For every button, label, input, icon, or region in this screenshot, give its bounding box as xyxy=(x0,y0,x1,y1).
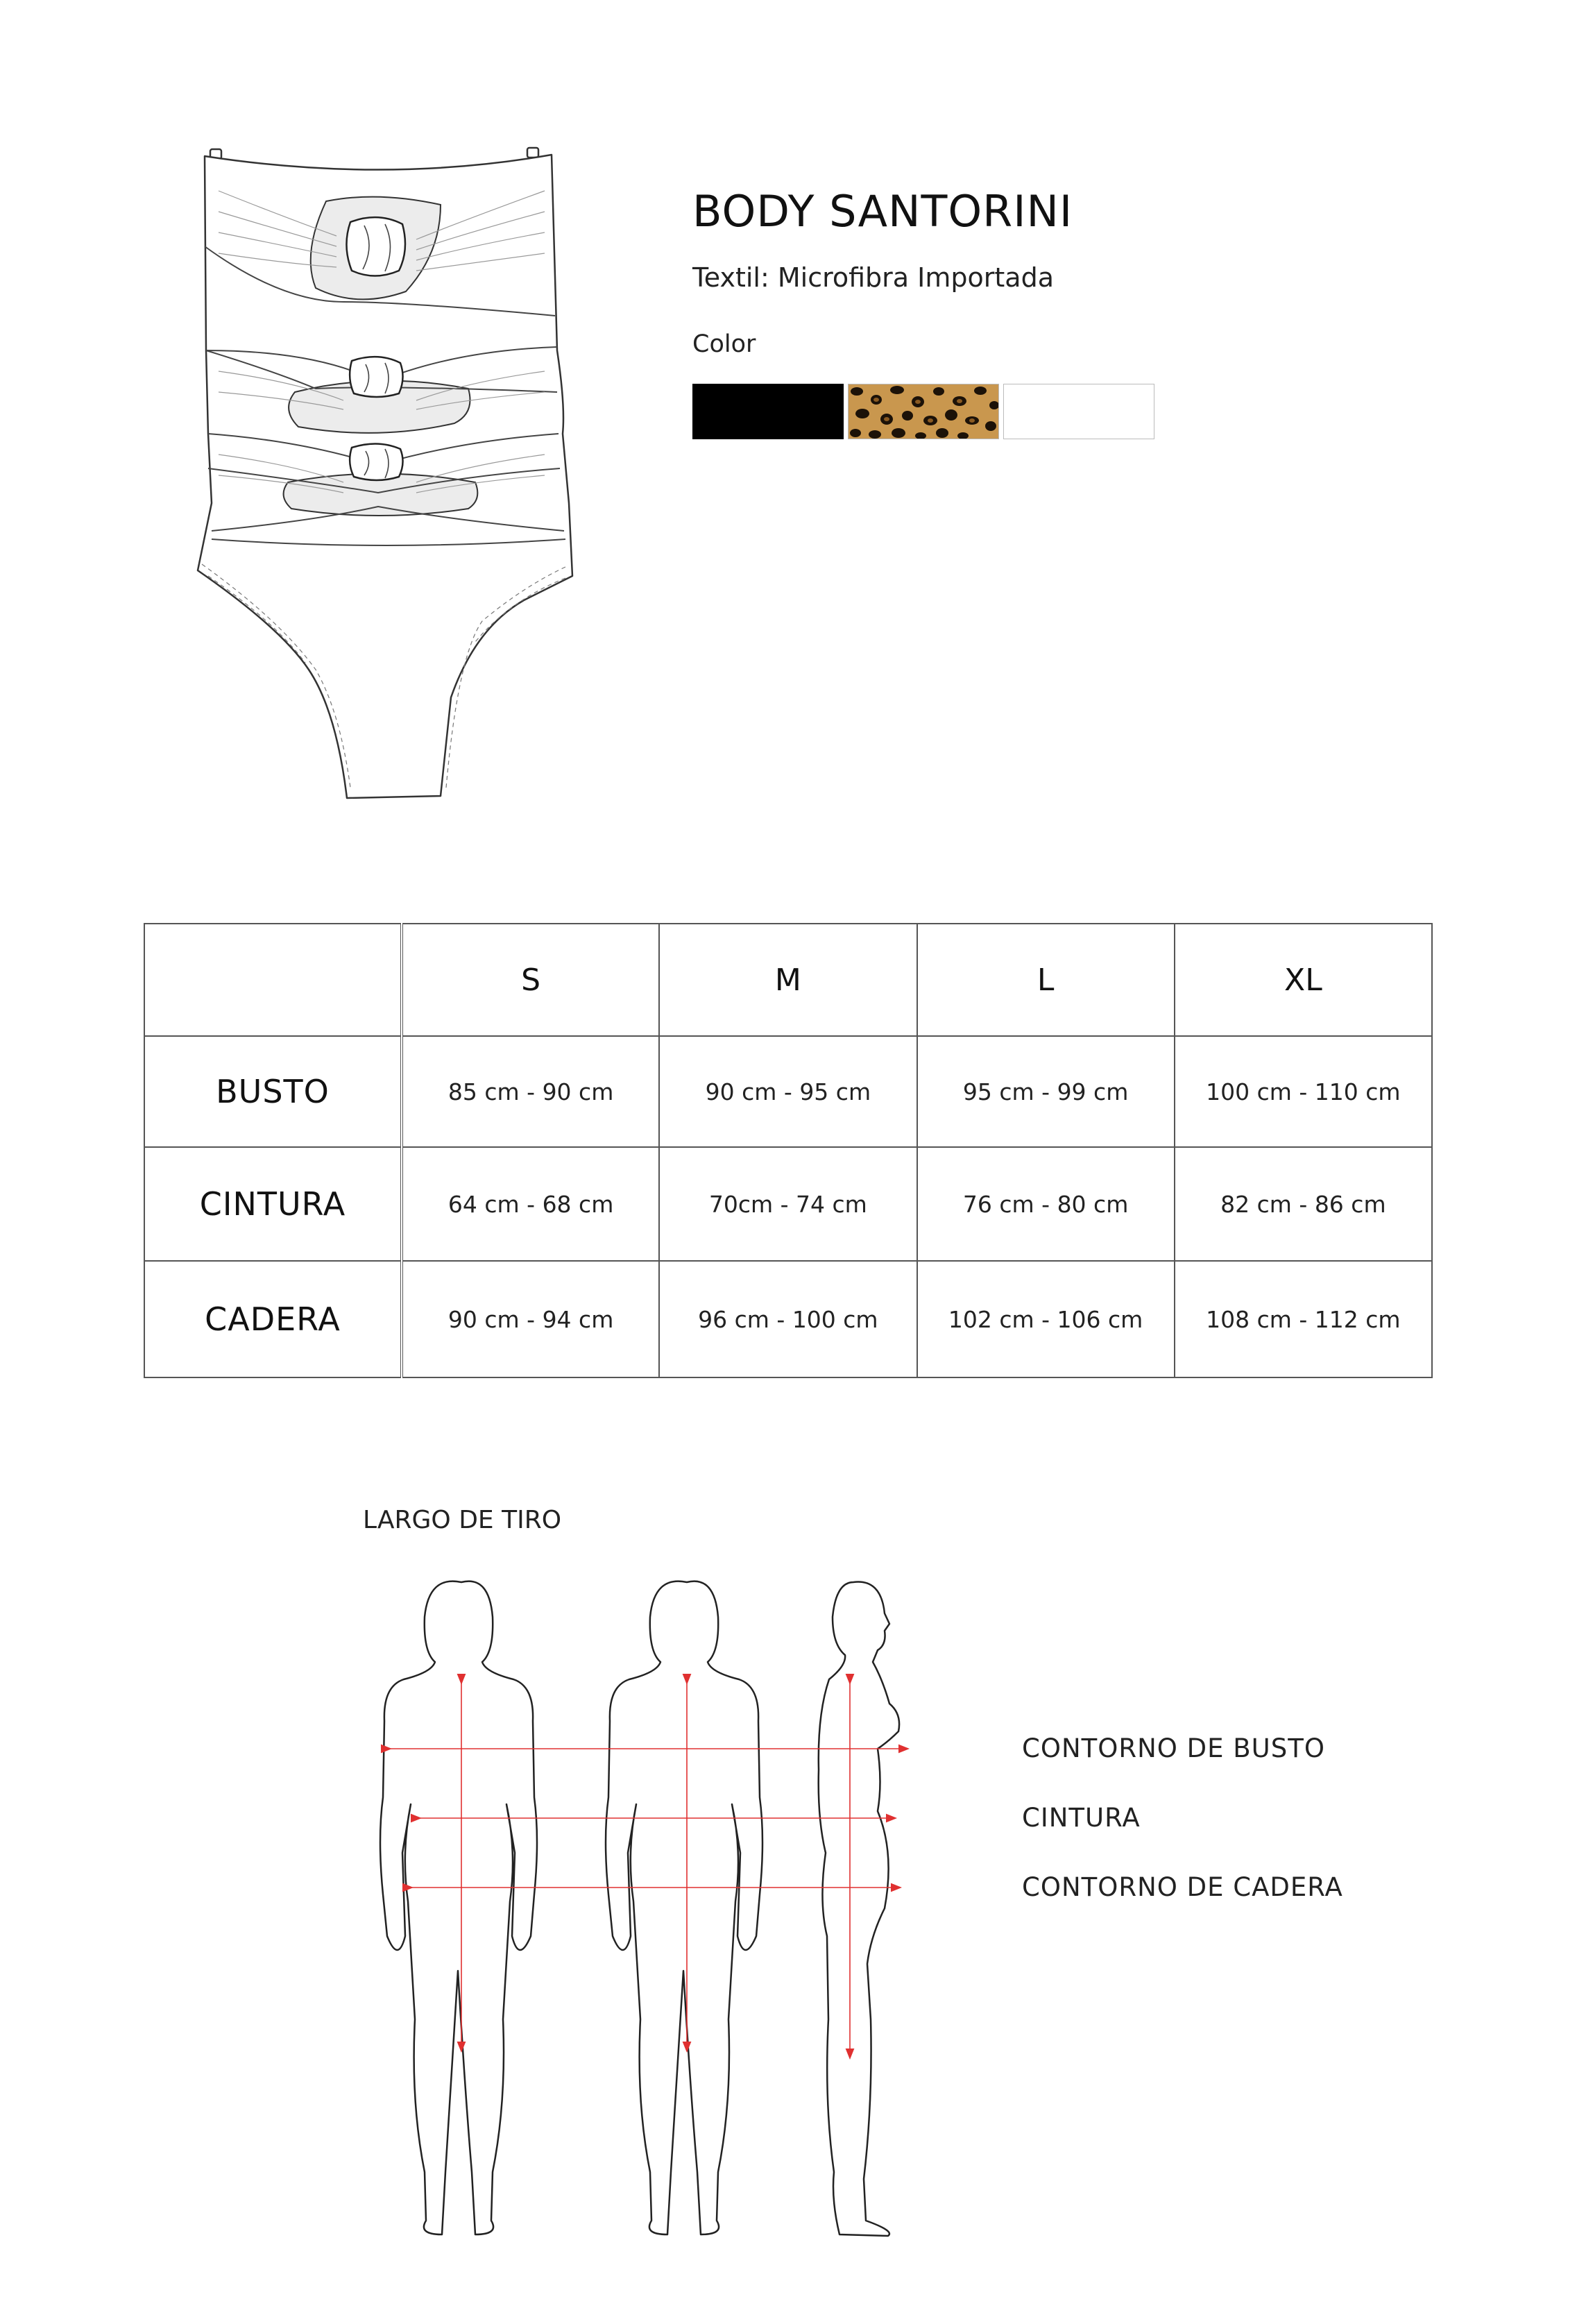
cintura-label: CINTURA xyxy=(1022,1803,1141,1833)
cintura-row xyxy=(144,1147,1432,1261)
cadera-m: 96 cm - 100 cm xyxy=(659,1261,917,1377)
garment-technical-drawing xyxy=(177,142,586,805)
back-figure xyxy=(380,1581,537,2234)
row-label-cintura: CINTURA xyxy=(144,1147,402,1261)
product-textile: Textil: Microfibra Importada xyxy=(692,262,1054,293)
row-label-busto: BUSTO xyxy=(144,1036,402,1147)
cintura-l: 76 cm - 80 cm xyxy=(917,1147,1175,1261)
busto-l: 95 cm - 99 cm xyxy=(917,1036,1175,1147)
measurement-figures xyxy=(368,1575,937,2276)
busto-row xyxy=(144,1036,1432,1147)
cadera-s: 90 cm - 94 cm xyxy=(402,1261,659,1377)
contorno-de-busto-label: CONTORNO DE BUSTO xyxy=(1022,1733,1325,1763)
cadera-xl: 108 cm - 112 cm xyxy=(1175,1261,1432,1377)
leopard-pattern-icon xyxy=(849,384,999,439)
cintura-m: 70cm - 74 cm xyxy=(659,1147,917,1261)
busto-xl: 100 cm - 110 cm xyxy=(1175,1036,1432,1147)
busto-s: 85 cm - 90 cm xyxy=(402,1036,659,1147)
front-figure xyxy=(606,1581,762,2234)
product-title: BODY SANTORINI xyxy=(692,186,1073,237)
cadera-l: 102 cm - 106 cm xyxy=(917,1261,1175,1377)
side-figure xyxy=(819,1582,899,2236)
swatch-leopard[interactable] xyxy=(848,384,999,439)
size-header-row xyxy=(144,924,1432,1036)
size-m-header: M xyxy=(659,924,917,1036)
size-s-header: S xyxy=(402,924,659,1036)
busto-m: 90 cm - 95 cm xyxy=(659,1036,917,1147)
contorno-de-cadera-label: CONTORNO DE CADERA xyxy=(1022,1872,1343,1902)
empty-header-cell xyxy=(144,924,402,1036)
swatch-white[interactable] xyxy=(1003,384,1154,439)
color-label: Color xyxy=(692,330,756,358)
cintura-s: 64 cm - 68 cm xyxy=(402,1147,659,1261)
largo-de-tiro-label: LARGO DE TIRO xyxy=(363,1506,562,1534)
cintura-xl: 82 cm - 86 cm xyxy=(1175,1147,1432,1261)
color-swatches xyxy=(692,384,1154,441)
swatch-black[interactable] xyxy=(692,384,844,439)
size-xl-header: XL xyxy=(1175,924,1432,1036)
size-l-header: L xyxy=(917,924,1175,1036)
size-table xyxy=(144,923,1433,1378)
row-label-cadera: CADERA xyxy=(144,1261,402,1377)
cadera-row xyxy=(144,1261,1432,1377)
